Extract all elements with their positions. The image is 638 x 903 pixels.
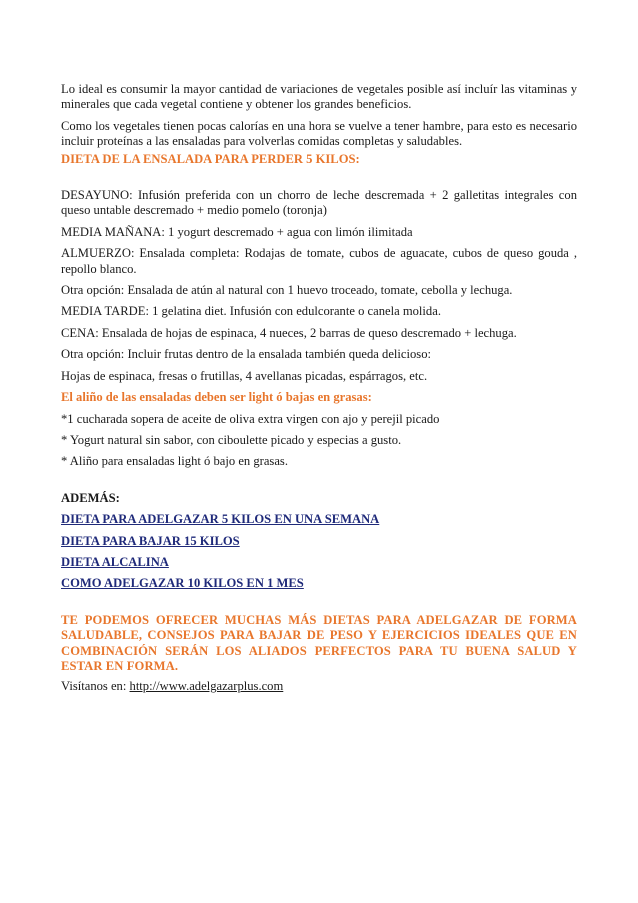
meal-cena: CENA: Ensalada de hojas de espinaca, 4 nueces, 2 barras de queso descremado + lechuga. — [61, 325, 517, 340]
meal-cena-option: Otra opción: Incluir frutas dentro de la ensalada también queda delicioso: — [61, 347, 431, 362]
meal-almuerzo: ALMUERZO: Ensalada completa: Rodajas de tomate, cubos de aguacate, cubos de queso gouda , repollo blanco. — [61, 246, 577, 276]
link-adelgazar-10-kilos[interactable]: COMO ADELGAZAR 10 KILOS EN 1 MES — [61, 576, 304, 591]
diet-title: DIETA DE LA ENSALADA PARA PERDER 5 KILOS: — [61, 151, 360, 166]
visit-line — [61, 679, 577, 694]
intro-paragraph-1: Lo ideal es consumir la mayor cantidad de variaciones de vegetales posible así incluír las vitaminas y minerales que cada vegetal contiene y obtener los grandes beneficios. — [61, 82, 577, 112]
spacer — [61, 598, 577, 613]
intro-paragraph-2: Como los vegetales tienen pocas calorías en una hora se vuelve a tener hambre, para esto es necesario incluir proteínas a las ensaladas para volverlas comidas completas y saludables. — [61, 118, 577, 149]
link-dieta-5-kilos[interactable]: DIETA PARA ADELGAZAR 5 KILOS EN UNA SEMANA — [61, 512, 380, 527]
dressing-item-2: * Yogurt natural sin sabor, con ciboulette picado y especias a gusto. — [61, 432, 402, 447]
dressing-item-1: *1 cucharada sopera de aceite de oliva extra virgen con ajo y perejil picado — [61, 411, 440, 426]
spacer — [61, 476, 577, 491]
visit-label: Visítanos en: — [61, 679, 130, 694]
dressing-title: El aliño de las ensaladas deben ser light ó bajas en grasas: — [61, 390, 372, 405]
promo-paragraph: TE PODEMOS OFRECER MUCHAS MÁS DIETAS PARA ADELGAZAR DE FORMA SALUDABLE, CONSEJOS PARA BAJAR DE PESO Y EJERCICIOS IDEALES QUE EN COMBINACIÓN SERÁN LOS ALIADOS PERFECTOS PARA TU BUENA SALUD Y ESTAR EN FORMA. — [61, 612, 577, 673]
link-dieta-alcalina[interactable]: DIETA ALCALINA — [61, 554, 169, 569]
meal-fruit-salad: Hojas de espinaca, fresas o frutillas, 4 avellanas picadas, espárragos, etc. — [61, 368, 428, 383]
meal-almuerzo-option: Otra opción: Ensalada de atún al natural con 1 huevo troceado, tomate, cebolla y lechuga. — [61, 283, 513, 298]
spacer — [61, 173, 577, 188]
document-page — [61, 82, 577, 701]
website-link[interactable]: http://www.adelgazarplus.com — [129, 679, 284, 694]
ademas-title: ADEMÁS: — [61, 490, 120, 505]
dressing-item-3: * Aliño para ensaladas light ó bajo en grasas. — [61, 454, 288, 469]
link-dieta-15-kilos[interactable]: DIETA PARA BAJAR 15 KILOS — [61, 533, 240, 548]
meal-media-tarde: MEDIA TARDE: 1 gelatina diet. Infusión con edulcorante o canela molida. — [61, 304, 441, 319]
meal-media-manana: MEDIA MAÑANA: 1 yogurt descremado + agua con limón ilimitada — [61, 224, 413, 239]
meal-desayuno: DESAYUNO: Infusión preferida con un chorro de leche descremada + 2 galletitas integrales con queso untable descremado + medio pomelo (toronja) — [61, 188, 577, 218]
